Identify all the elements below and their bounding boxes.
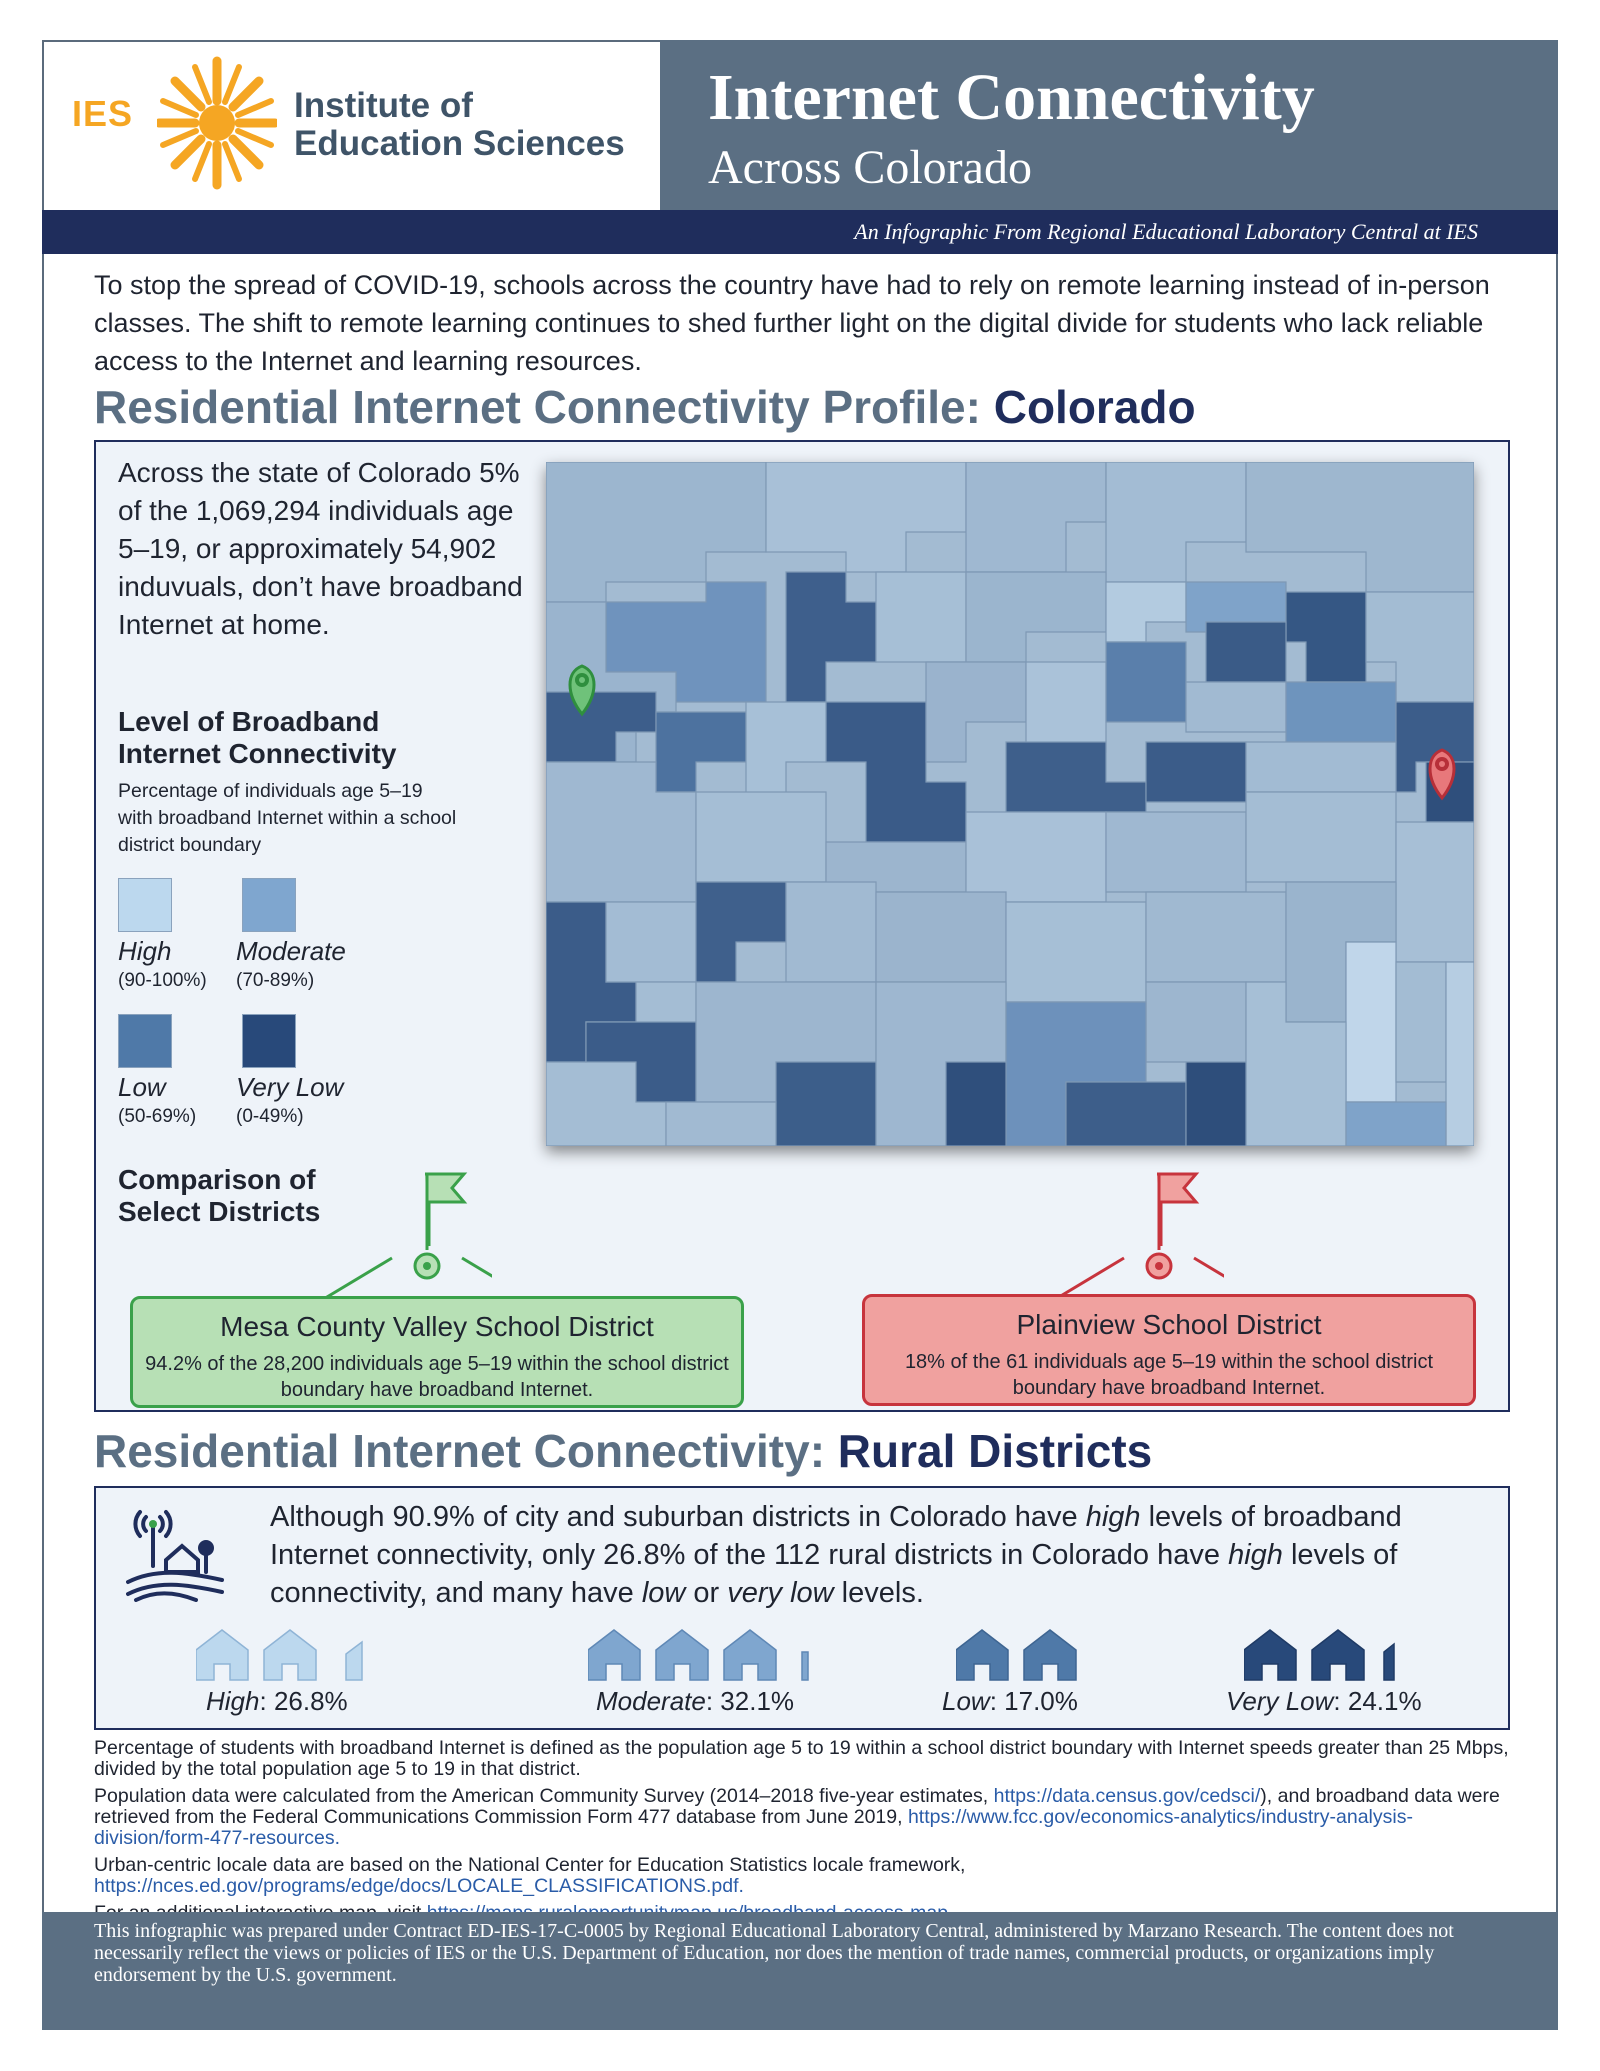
legend-description: Percentage of individuals age 5–19 with broadband Internet within a school district boundary: [118, 780, 457, 856]
sun-icon: [157, 55, 277, 195]
low-percentage-label: Low: 17.0%: [942, 1686, 1078, 1716]
very-low-houses-icon: [1244, 1628, 1444, 1682]
district-detail: 94.2% of the 28,200 individuals age 5–19 within the school district boundary have broadband Internet.: [145, 1353, 729, 1401]
page-subtitle: Across Colorado: [708, 141, 1032, 194]
legend-swatch-moderate: [242, 878, 296, 932]
rural-description: Although 90.9% of city and suburban districts in Colorado have high levels of broadband Internet connectivity, only 26.8% of the 112 rural districts in Colorado have high levels of connectivity, and many have low or very low levels.: [270, 1501, 1402, 1609]
legend-label-moderate: Moderate: [236, 936, 346, 966]
legend-label-high: High: [118, 936, 172, 966]
legend-swatch-very-low: [242, 1014, 296, 1068]
high-percentage-label: High: 26.8%: [206, 1686, 348, 1716]
legend-title: Level of Broadband Internet Connectivity: [118, 706, 397, 769]
profile-heading: Residential Internet Connectivity Profile: Colorado: [94, 381, 1196, 433]
rural-farm-antenna-icon: [126, 1502, 226, 1602]
mesa-district-callout: [130, 1296, 744, 1408]
legend-range-very-low: (0-49%): [236, 1106, 304, 1127]
plainview-district-callout: [862, 1294, 1476, 1406]
note-locale: Urban-centric locale data are based on the National Center for Education Statistics locale framework, https://nces.ed.gov/programs/edge/docs/LOCALE_CLASSIFICATIONS.pdf.: [94, 1854, 966, 1897]
rural-heading: Residential Internet Connectivity: Rural Districts: [94, 1425, 1153, 1477]
legend-range-moderate: (70-89%): [236, 970, 315, 991]
very-low-percentage-label: Very Low: 24.1%: [1226, 1686, 1422, 1716]
census-link[interactable]: https://data.census.gov/cedsci/: [993, 1785, 1261, 1807]
tagline: An Infographic From Regional Educational Laboratory Central at IES: [854, 219, 1478, 244]
fcc-link[interactable]: https://www.fcc.gov/economics-analytics/industry-analysis-division/form-477-resources.: [94, 1806, 1413, 1849]
profile-panel: [94, 440, 1510, 1412]
moderate-houses-icon: [588, 1628, 828, 1682]
low-houses-icon: [956, 1628, 1096, 1682]
comparison-title: Comparison of Select Districts: [118, 1164, 321, 1227]
page-title: Internet Connectivity: [708, 61, 1315, 134]
title-banner: [660, 40, 1558, 210]
ies-logo[interactable]: [62, 55, 642, 195]
district-name: Mesa County Valley School District: [220, 1311, 654, 1342]
district-map-graphic: [546, 462, 1474, 1146]
rural-panel: [94, 1486, 1510, 1730]
moderate-percentage-label: Moderate: 32.1%: [596, 1686, 795, 1716]
nces-link[interactable]: https://nces.ed.gov/programs/edge/docs/LOCALE_CLASSIFICATIONS.pdf.: [94, 1875, 744, 1897]
logo-wordmark: Institute of Education Sciences: [294, 86, 625, 163]
legend-range-low: (50-69%): [118, 1106, 197, 1127]
logo-acronym: IES: [72, 93, 134, 134]
footer-disclaimer-bar: [42, 1912, 1558, 2030]
footer-disclaimer: This infographic was prepared under Contract ED-IES-17-C-0005 by Regional Educational Laboratory Central, administered by Marzano Research. The content does not necessarily reflect the views or policies of IES or the U.S. Department of Education, nor does the mention of trade names, commercial products, or organizations imply endorsement by the U.S. government.: [94, 1920, 1454, 1986]
high-houses-icon: [196, 1628, 416, 1682]
legend-label-very-low: Very Low: [236, 1072, 344, 1102]
legend-swatch-high: [118, 878, 172, 932]
intro-paragraph: To stop the spread of COVID-19, schools across the country have had to rely on remote learning instead of in-person classes. The shift to remote learning continues to shed further light on the digital divide for students who lack reliable access to the Internet and learning resources.: [94, 270, 1490, 376]
plainview-flag-icon: [1024, 1166, 1224, 1300]
note-definition: Percentage of students with broadband Internet is defined as the population age 5 to 19 within a school district boundary with Internet speeds greater than 25 Mbps, divided by the total population age 5 to 19 in that district.: [94, 1737, 1509, 1780]
legend-range-high: (90-100%): [118, 970, 207, 991]
district-detail: 18% of the 61 individuals age 5–19 within the school district boundary have broadband Internet.: [904, 1351, 1434, 1399]
tagline-bar: [42, 210, 1558, 254]
colorado-district-map[interactable]: [546, 462, 1474, 1146]
methodology-notes: [94, 1738, 1514, 1930]
legend-label-low: Low: [118, 1072, 166, 1102]
district-name: Plainview School District: [1016, 1309, 1322, 1340]
legend-swatch-low: [118, 1014, 172, 1068]
statewide-stat: Across the state of Colorado 5% of the 1,069,294 individuals age 5–19, or approximately 54,902 induvuals, don’t have broadband Internet at home.: [118, 457, 523, 640]
mesa-flag-icon: [292, 1166, 492, 1300]
note-data-sources: Population data were calculated from the American Community Survey (2014–2018 five-year estimates, https://data.census.gov/cedsci/), and broadband data were retrieved from the Federal Communications Commission Form 477 database from June 2019, https://www.fcc.gov/economics-analytics/industry-analysis-division/form-477-resources.: [94, 1785, 1500, 1849]
